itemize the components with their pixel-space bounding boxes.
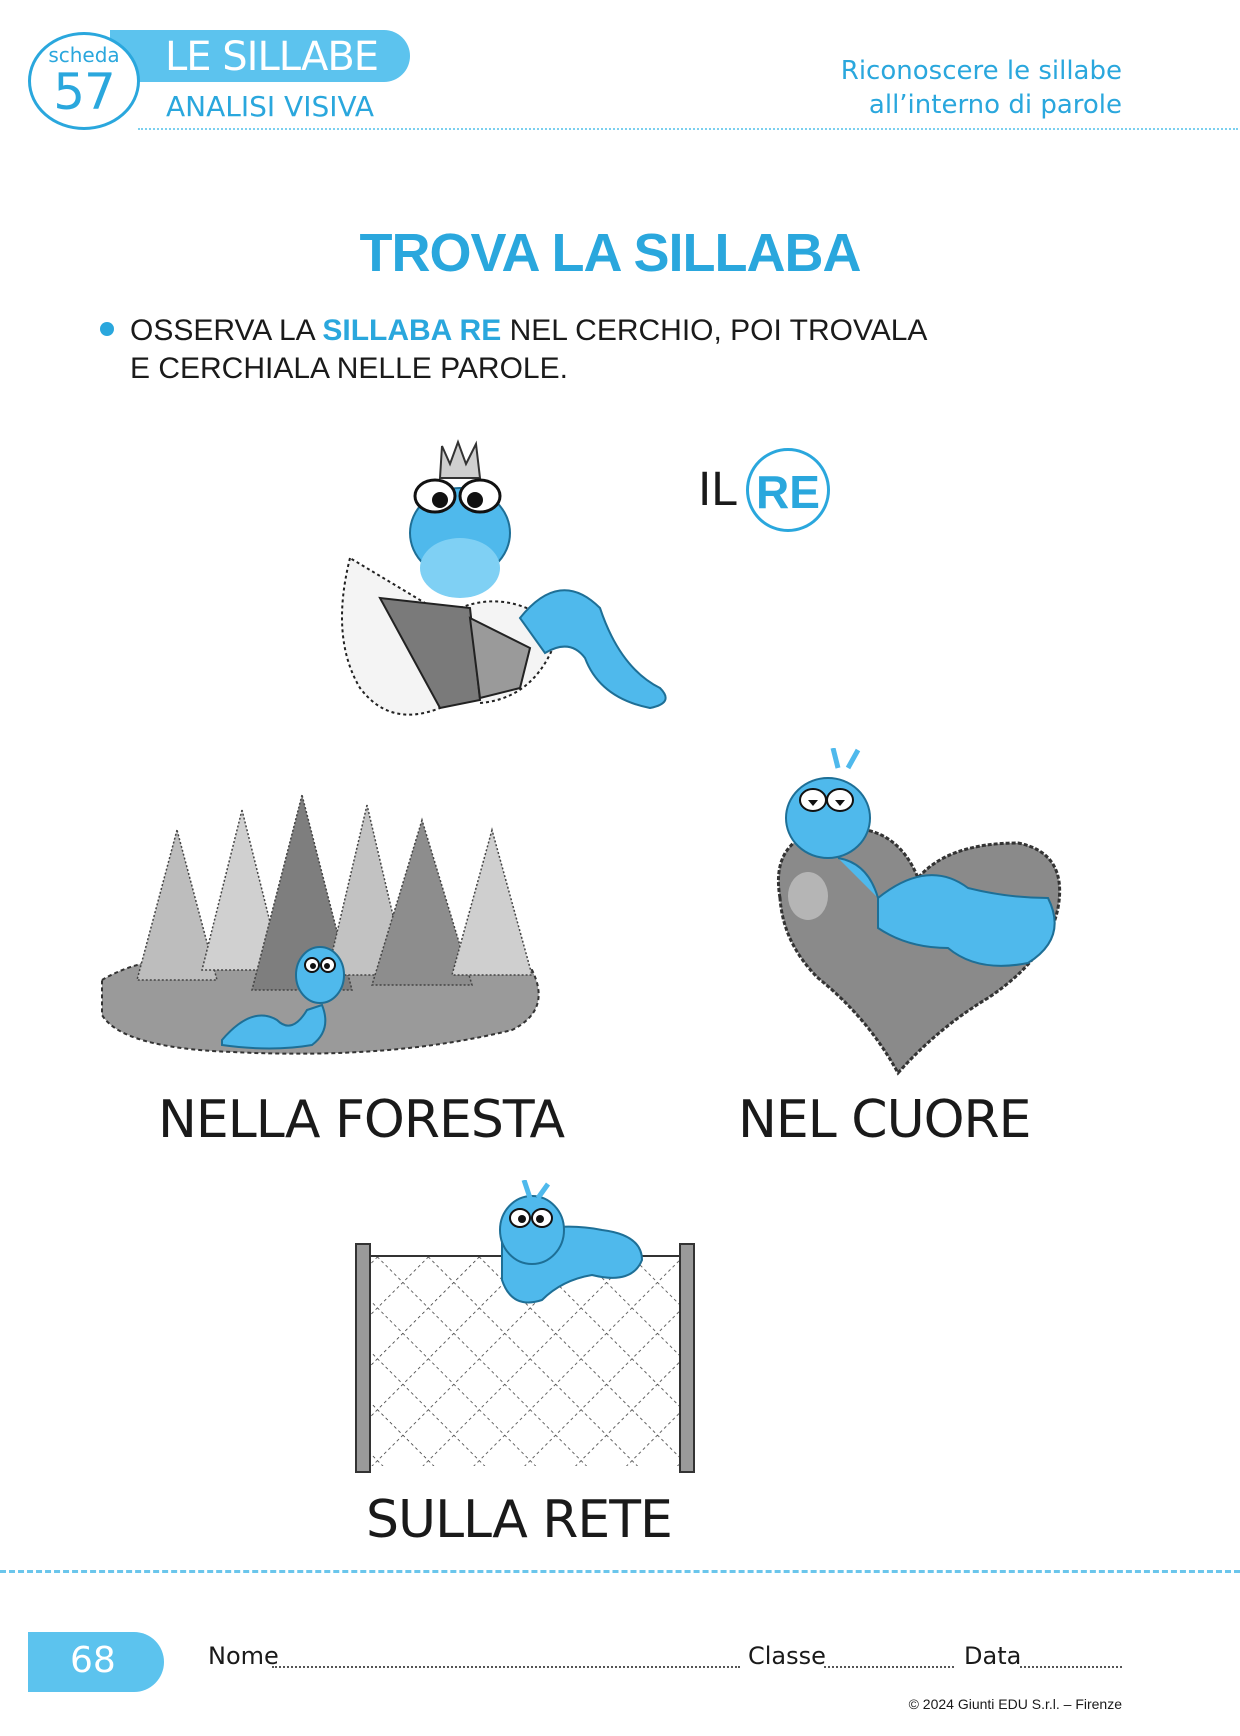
data-field[interactable]	[1020, 1666, 1122, 1668]
word-sulla-rete: SULLA RETE	[366, 1490, 672, 1550]
heart-illustration	[768, 748, 1068, 1078]
example-syllable: RE	[756, 466, 820, 518]
copyright-notice: © 2024 Giunti EDU S.r.l. – Firenze	[908, 1696, 1122, 1712]
word-nella-foresta: NELLA FORESTA	[158, 1090, 565, 1150]
net-illustration	[352, 1180, 702, 1480]
bullet-icon	[100, 322, 114, 336]
syllable-circle	[746, 448, 830, 532]
data-label: Data	[964, 1642, 1022, 1670]
page-subtitle: ANALISI VISIVA	[166, 90, 375, 123]
king-worm-illustration	[330, 438, 680, 758]
instruction-part-2: NEL CERCHIO, POI TROVALA	[501, 314, 928, 347]
learning-objective	[841, 54, 1122, 122]
page-number: 68	[70, 1640, 116, 1681]
word-nel-cuore: NEL CUORE	[738, 1090, 1031, 1150]
nome-label: Nome	[208, 1642, 279, 1670]
instruction-highlight: SILLABA RE	[322, 314, 502, 347]
example-article: IL	[698, 463, 739, 516]
page-title: LE SILLABE	[165, 34, 379, 80]
nome-field[interactable]	[272, 1666, 740, 1668]
scheda-label: scheda	[48, 43, 120, 67]
instruction-line-1	[130, 312, 927, 350]
exercise-title: TROVA LA SILLABA	[359, 223, 861, 283]
scheda-badge	[28, 32, 140, 130]
classe-field[interactable]	[824, 1666, 954, 1668]
instruction-line-2: E CERCHIALA NELLE PAROLE.	[130, 352, 568, 385]
instruction-part-1: OSSERVA LA	[130, 314, 323, 347]
footer-divider	[0, 1570, 1240, 1573]
objective-line-2: all’interno di parole	[868, 90, 1122, 120]
objective-line-1: Riconoscere le sillabe	[840, 56, 1122, 86]
instruction-text	[130, 312, 927, 388]
forest-illustration	[92, 790, 552, 1060]
header-divider	[138, 128, 1238, 130]
scheda-number: 57	[53, 63, 115, 121]
classe-label: Classe	[748, 1642, 826, 1670]
